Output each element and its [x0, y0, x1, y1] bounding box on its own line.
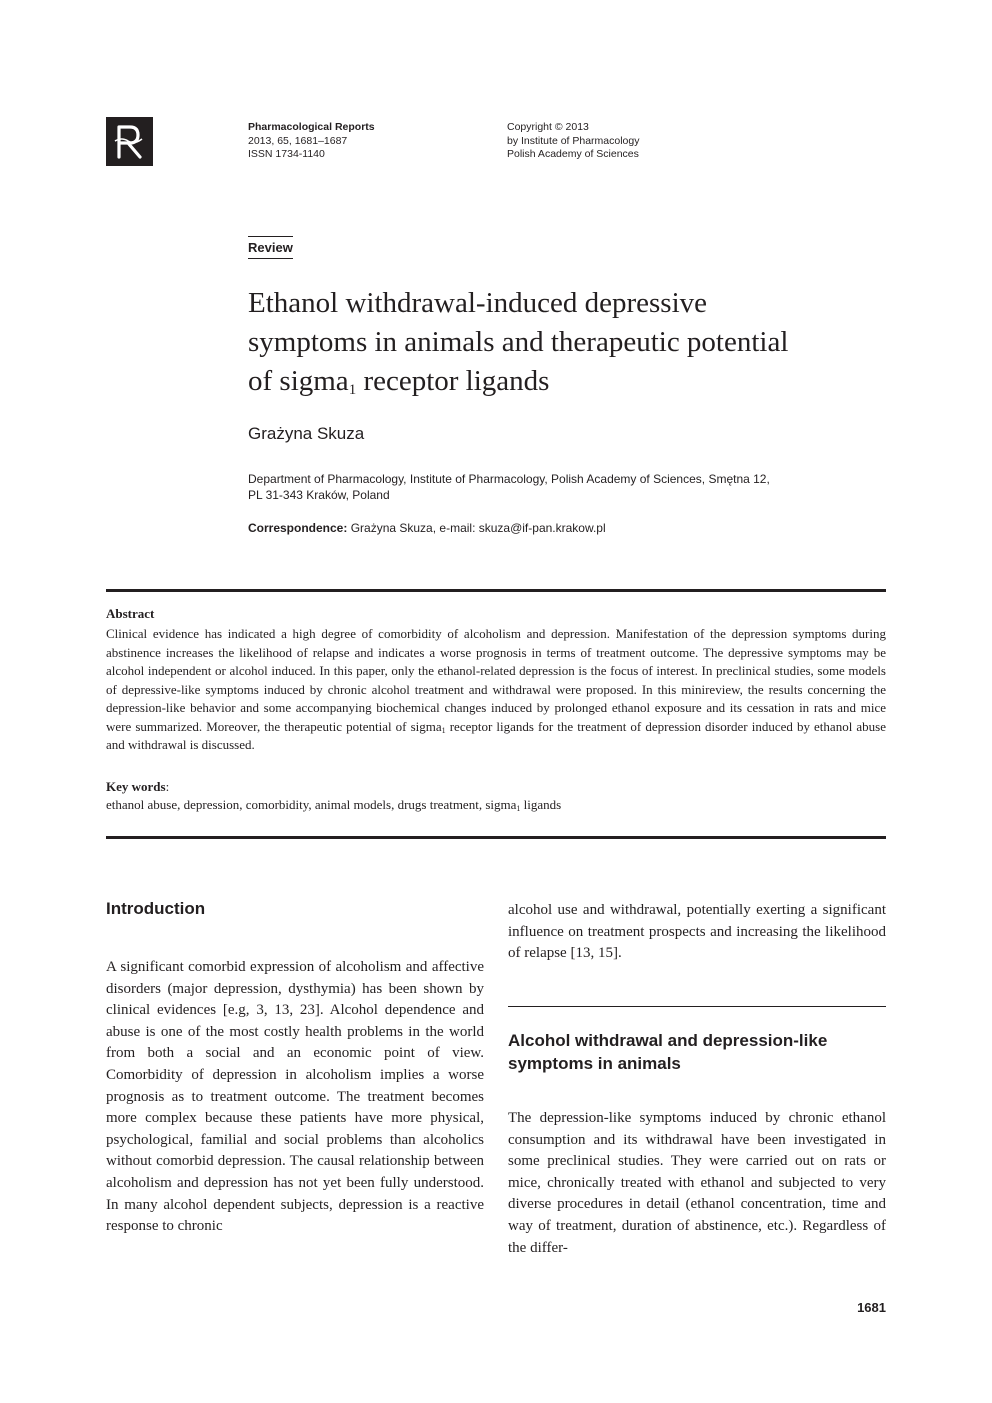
page-number: 1681: [857, 1300, 886, 1315]
journal-issn: ISSN 1734-1140: [248, 148, 325, 160]
copyright-block: [507, 121, 640, 162]
journal-info: [248, 121, 375, 162]
abstract-subscript: 1: [441, 725, 446, 735]
correspondence-label: Correspondence:: [248, 521, 348, 535]
journal-monogram-icon: [106, 117, 153, 166]
article-type-label: Review: [248, 236, 293, 259]
title-text: of sigma: [248, 365, 349, 397]
abstract-bottom-rule: [106, 836, 886, 839]
keywords-text: [106, 797, 561, 813]
copyright-line: Polish Academy of Sciences: [507, 148, 639, 160]
copyright-line: Copyright © 2013: [507, 121, 589, 133]
affiliation-line: Department of Pharmacology, Institute of Pharmacology, Polish Academy of Sciences, Smętna 12,: [248, 472, 770, 486]
journal-volume: 2013, 65, 1681–1687: [248, 134, 348, 147]
introduction-heading: Introduction: [106, 899, 206, 918]
introduction-text: A significant comorbid expression of alcoholism and affective disorders (major depression, dysthymia) has been shown by clinical evidences [e.g, 3, 13, 23]. Alcohol dependence and abuse is one of the most costly health problems in the world from both a social and an economic point of view. Comorbidity of depression in alcoholism implies a worse prognosis as to treatment outcome. The treatment becomes more complex because these patients have more physical, psychological, familial and social problems than alcoholics without comorbid depression. The causal relationship between alcoholism and depression has not yet been fully understood. In many alcohol dependent subjects, depression is a reactive response to chronic: [106, 959, 484, 1235]
abstract-body-end: receptor ligands for the treatment of depression disorder induced by ethanol abuse and withdrawal is discussed.: [106, 718, 886, 752]
keywords-heading: [106, 779, 169, 795]
keywords-list: ethanol abuse, depression, comorbidity, animal models, drugs treatment, sigma: [106, 797, 517, 812]
section-text: The depression-like symptoms induced by chronic ethanol consumption and its withdrawal have been investigated in some preclinical studies. They were carried out on rats or mice, chronically treated with ethanol and subjected to very diverse procedures in detail (ethanol concentration, time and way of treatment, duration of abstinence, etc.). Regardless of the differ-: [508, 1110, 886, 1256]
section-heading: Alcohol withdrawal and depression-like symptoms in animals: [508, 1031, 828, 1073]
abstract-top-rule: [106, 589, 886, 592]
title-text: receptor ligands: [356, 365, 550, 397]
journal-logo-icon: [106, 117, 153, 166]
title-line: Ethanol withdrawal-induced depressive: [248, 287, 708, 319]
keywords-subscript: 1: [516, 804, 521, 813]
title-line: [248, 362, 888, 401]
author-name: Grażyna Skuza: [248, 424, 365, 443]
abstract-text: [106, 625, 886, 755]
keywords-list-end: ligands: [520, 797, 562, 812]
keywords-colon: :: [165, 779, 170, 794]
abstract-heading: Abstract: [106, 606, 155, 621]
introduction-text-continued: alcohol use and withdrawal, potentially exerting a significant influence on treatment prospects and increasing the likelihood of relapse [13, 15].: [508, 902, 886, 962]
affiliation: [248, 472, 848, 503]
title-subscript: 1: [348, 382, 357, 398]
keywords-label: Key words: [106, 779, 166, 794]
title-line: symptoms in animals and therapeutic potential: [248, 326, 789, 358]
copyright-line: by Institute of Pharmacology: [507, 134, 640, 147]
section-divider: [508, 1006, 886, 1007]
journal-title: Pharmacological Reports: [248, 121, 375, 133]
abstract-body: Clinical evidence has indicated a high degree of comorbidity of alcoholism and depression. Manifestation of the depression symptoms during abstinence increases the likelihood of relapse and indicates a worse prognosis in terms of treatment outcome. The depressive symptoms may be alcohol independent or alcohol induced. In this paper, only the ethanol-related depression is the focus of interest. In preclinical studies, some models of depressive-like symptoms induced by chronic alcohol treatment and withdrawal were proposed. In this minireview, the results concerning the depression-like behavior and some accompanying biochemical changes induced by prolonged ethanol exposure and its cessation in rats and mice were summarized. Moreover, the therapeutic potential of sigma: [106, 626, 886, 734]
correspondence-text: Grażyna Skuza, e-mail: skuza@if-pan.krakow.pl: [347, 521, 606, 535]
article-title: [248, 284, 888, 401]
affiliation-line: PL 31-343 Kraków, Poland: [248, 487, 390, 502]
correspondence: [248, 521, 606, 535]
